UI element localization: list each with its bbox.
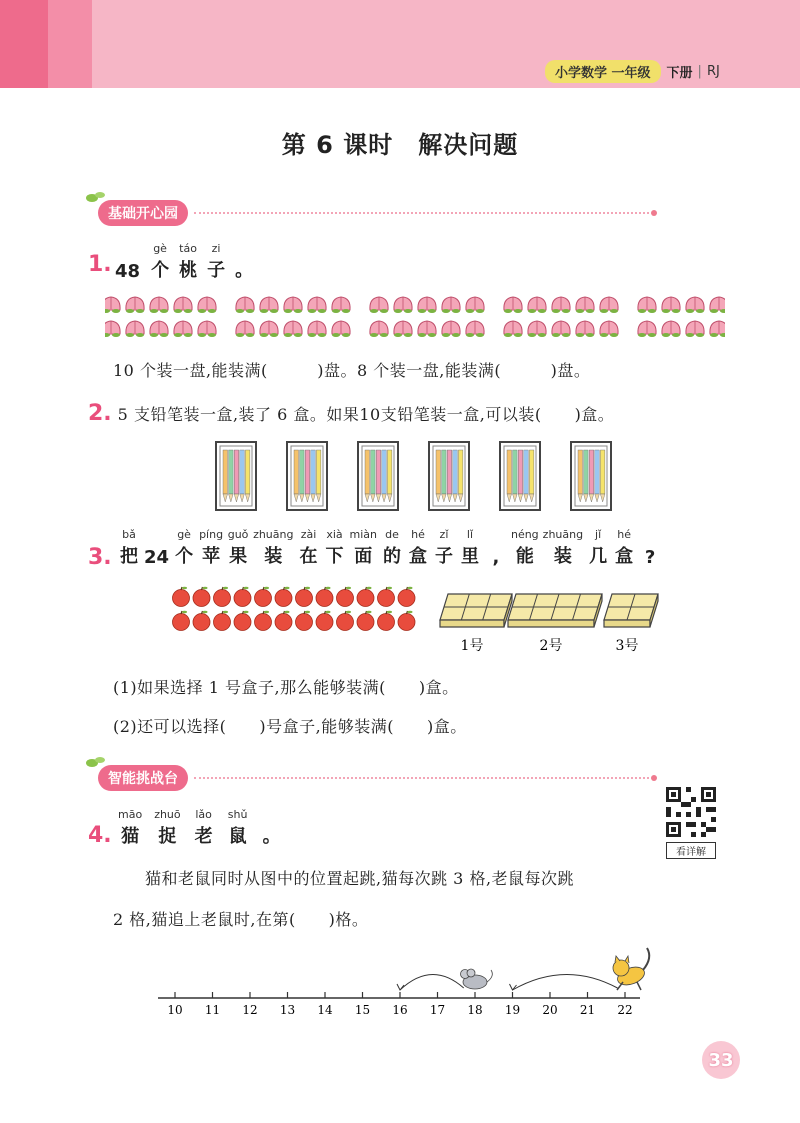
question-number: 2.	[88, 401, 112, 426]
pencil	[223, 450, 228, 502]
peach	[308, 297, 326, 313]
apple	[193, 587, 210, 607]
pencil	[365, 450, 370, 502]
title-char: 个	[151, 260, 170, 281]
peach	[710, 297, 725, 313]
pencil	[442, 450, 447, 502]
cat-jump-arrow	[513, 974, 618, 990]
pencil	[447, 450, 452, 502]
question-number: 1.	[88, 252, 112, 277]
peach	[442, 321, 460, 337]
pinyin-char	[433, 528, 455, 568]
pinyin: zhuāng	[253, 528, 294, 541]
apple	[275, 611, 292, 631]
title-char: 的	[382, 546, 401, 567]
peach	[284, 297, 302, 313]
divider-dot	[651, 210, 657, 216]
pencil-box	[216, 442, 256, 510]
pinyin-char	[234, 242, 254, 282]
pencil	[300, 450, 305, 502]
pinyin-char	[459, 528, 481, 568]
peach	[662, 321, 680, 337]
question-4-title	[118, 808, 287, 848]
pinyin-char	[485, 533, 507, 568]
pencil	[240, 450, 245, 502]
pencil	[371, 450, 376, 502]
pinyin-char	[199, 528, 223, 568]
pinyin-char	[154, 808, 180, 848]
pencil	[316, 450, 321, 502]
question-1-answer-line: 10 个装一盘,能装满( )盘。8 个装一盘,能装满( )盘。	[113, 361, 591, 380]
tick-label: 14	[317, 1003, 333, 1017]
peach	[284, 321, 302, 337]
peach	[710, 321, 725, 337]
header-separator: |	[697, 63, 702, 79]
pinyin: lǐ	[466, 528, 474, 541]
mouse-jump-arrow	[400, 974, 464, 990]
edition-label: RJ	[706, 63, 720, 79]
pinyin: zi	[211, 242, 221, 255]
peach	[105, 297, 120, 313]
pencil	[458, 450, 463, 502]
pinyin-char	[349, 528, 376, 568]
apple	[316, 587, 333, 607]
pinyin-char	[227, 528, 249, 568]
pencil	[245, 450, 250, 502]
box-label: 3号	[615, 638, 639, 654]
title-char: 个	[175, 546, 194, 567]
cat-icon	[613, 948, 649, 990]
pencil	[589, 450, 594, 502]
tick-label: 17	[429, 1003, 446, 1017]
leaf-icon	[86, 190, 106, 204]
title-number: 48	[115, 261, 141, 282]
question-number: 4.	[88, 823, 112, 848]
packing-box	[604, 594, 658, 654]
pinyin: píng	[199, 528, 224, 541]
qr-code-block[interactable]	[666, 787, 718, 859]
section-banner-challenge	[98, 765, 657, 791]
peach	[442, 297, 460, 313]
header-label	[545, 60, 720, 82]
title-char: 子	[207, 260, 226, 281]
pinyin: bǎ	[122, 528, 136, 541]
apple	[378, 611, 395, 631]
question-3-sub-1: (1)如果选择 1 号盒子,那么能够装满( )盒。	[113, 678, 459, 697]
peach	[662, 297, 680, 313]
subject-badge: 小学数学 一年级	[545, 60, 661, 83]
question-3-title	[118, 528, 665, 568]
peach	[308, 321, 326, 337]
page-number: 33	[702, 1041, 740, 1079]
pencil-box	[571, 442, 611, 510]
pencil	[529, 450, 534, 502]
title-char: 几	[589, 546, 608, 567]
title-char: ,	[492, 547, 500, 568]
peach	[260, 297, 278, 313]
peach	[174, 321, 192, 337]
title-char: 24	[144, 547, 170, 568]
peach	[105, 321, 120, 337]
peach	[370, 297, 388, 313]
title-char: 在	[299, 546, 318, 567]
title-char: 子	[434, 546, 453, 567]
title-char: 能	[515, 546, 534, 567]
apple	[214, 611, 231, 631]
title-char: 苹	[202, 546, 221, 567]
apple	[234, 587, 251, 607]
tick-label: 10	[167, 1003, 183, 1017]
arrow-head	[510, 984, 517, 990]
pinyin: xià	[326, 528, 343, 541]
pinyin: guǒ	[227, 528, 249, 541]
dotted-divider	[194, 777, 649, 779]
peach	[466, 321, 484, 337]
pinyin-char	[297, 528, 319, 568]
pinyin: zǐ	[439, 528, 449, 541]
pencil	[578, 450, 583, 502]
peach	[466, 297, 484, 313]
peach	[638, 297, 656, 313]
pinyin: māo	[118, 808, 143, 821]
tick-label: 11	[204, 1003, 221, 1017]
question-2	[88, 401, 614, 426]
view-solution-label[interactable]: 看详解	[666, 842, 716, 859]
pencil-boxes-illustration	[215, 440, 615, 515]
peach	[126, 321, 144, 337]
peach	[418, 297, 436, 313]
question-3-sub-2: (2)还可以选择( )号盒子,能够装满( )盒。	[113, 717, 467, 736]
pencil	[453, 450, 458, 502]
peach	[260, 321, 278, 337]
dotted-divider	[194, 212, 649, 214]
pinyin-char	[178, 242, 198, 282]
question-1-title	[115, 242, 254, 282]
peach	[638, 321, 656, 337]
volume-label: 下册	[666, 65, 693, 81]
peach	[600, 297, 618, 313]
tick-label: 21	[579, 1003, 596, 1017]
tick-label: 22	[617, 1003, 633, 1017]
apples-illustration	[170, 585, 430, 635]
peach	[332, 297, 350, 313]
apple	[357, 611, 374, 631]
pinyin: gè	[177, 528, 191, 541]
qr-code-icon[interactable]	[666, 787, 716, 837]
tick-label: 12	[242, 1003, 258, 1017]
apple	[378, 587, 395, 607]
question-4-line-1: 猫和老鼠同时从图中的位置起跳,猫每次跳 3 格,老鼠每次跳	[145, 869, 575, 888]
pinyin-char	[511, 528, 539, 568]
peach	[150, 321, 168, 337]
pinyin-char	[323, 528, 345, 568]
apple	[255, 587, 272, 607]
section-title: 基础开心园	[98, 200, 188, 226]
pinyin: zhuāng	[542, 528, 584, 541]
apple	[296, 611, 313, 631]
pencil	[294, 450, 299, 502]
boxes-illustration	[436, 588, 666, 658]
pinyin-char	[118, 528, 140, 568]
pinyin: lǎo	[195, 808, 212, 821]
number-line	[150, 940, 670, 1025]
header-stripe	[0, 0, 48, 88]
peach	[600, 321, 618, 337]
pencil	[382, 450, 387, 502]
section-title: 智能挑战台	[98, 765, 188, 791]
peach	[576, 297, 594, 313]
peach	[332, 321, 350, 337]
pencil	[376, 450, 381, 502]
title-char: 下	[325, 546, 344, 567]
pinyin-char	[381, 528, 403, 568]
pinyin: hé	[411, 528, 425, 541]
peach	[174, 297, 192, 313]
question-2-text: 5 支铅笔装一盒,装了 6 盒。如果10支铅笔装一盒,可以装( )盒。	[117, 405, 615, 424]
pinyin-char	[407, 528, 429, 568]
pinyin: táo	[179, 242, 197, 255]
title-char: 猫	[121, 826, 140, 847]
title-char: 把	[120, 546, 138, 567]
question-4-line-2: 2 格,猫追上老鼠时,在第( )格。	[113, 910, 369, 929]
question-3	[88, 545, 112, 570]
pencil	[513, 450, 518, 502]
tick-label: 15	[354, 1003, 371, 1017]
pencil-box	[429, 442, 469, 510]
pencil	[507, 450, 512, 502]
pencil	[229, 450, 234, 502]
apple	[357, 587, 374, 607]
pinyin-char	[206, 242, 226, 282]
pinyin-char	[261, 808, 283, 848]
title-char: 装	[553, 546, 572, 567]
apple	[214, 587, 231, 607]
pinyin: miàn	[349, 528, 377, 541]
title-char: 老	[194, 826, 213, 847]
title-char: 桃	[179, 260, 198, 281]
pinyin-char	[543, 528, 583, 568]
title-char: 。	[262, 826, 281, 847]
peach	[552, 297, 570, 313]
peach	[394, 297, 412, 313]
leaf-icon	[86, 755, 106, 769]
title-char: 果	[229, 546, 248, 567]
title-char: 。	[235, 260, 254, 281]
pinyin-char	[193, 808, 215, 848]
pencil	[234, 450, 239, 502]
tick-label: 16	[392, 1003, 408, 1017]
packing-box	[508, 594, 602, 654]
peach	[686, 321, 704, 337]
arrow-head	[397, 984, 404, 990]
peach	[236, 321, 254, 337]
pinyin: shǔ	[227, 808, 248, 821]
pinyin: jǐ	[595, 528, 602, 541]
pencil	[311, 450, 316, 502]
divider-dot	[651, 775, 657, 781]
question-number: 3.	[88, 545, 112, 570]
apple	[398, 587, 415, 607]
peach	[150, 297, 168, 313]
peach	[198, 321, 216, 337]
pinyin-char	[613, 528, 635, 568]
title-char: 面	[354, 546, 373, 567]
pinyin: de	[385, 528, 399, 541]
pencil	[518, 450, 523, 502]
packing-box	[440, 594, 512, 654]
peach	[126, 297, 144, 313]
peach	[528, 321, 546, 337]
peach	[394, 321, 412, 337]
peach	[686, 297, 704, 313]
apple	[296, 587, 313, 607]
peach	[198, 297, 216, 313]
box-label: 2号	[539, 638, 563, 654]
apple	[173, 611, 190, 631]
pinyin: zhuō	[154, 808, 181, 821]
peach	[528, 297, 546, 313]
peach	[576, 321, 594, 337]
pinyin-char	[253, 528, 293, 568]
pencil	[600, 450, 605, 502]
pinyin: zài	[300, 528, 317, 541]
pinyin-char	[587, 528, 609, 568]
pencil	[595, 450, 600, 502]
mouse-icon	[461, 969, 493, 989]
pinyin-char	[227, 808, 249, 848]
peach	[236, 297, 254, 313]
pencil-box	[500, 442, 540, 510]
box-label: 1号	[460, 638, 484, 654]
pinyin-char	[144, 533, 169, 568]
apple	[275, 587, 292, 607]
pinyin-char	[150, 242, 170, 282]
title-char: 盒	[408, 546, 427, 567]
pinyin-char	[639, 533, 661, 568]
title-char: 捉	[158, 826, 177, 847]
title-char: 装	[264, 546, 283, 567]
apple	[337, 587, 354, 607]
title-char: 盒	[615, 546, 634, 567]
pinyin-char	[118, 808, 142, 848]
apple	[255, 611, 272, 631]
pencil	[436, 450, 441, 502]
pinyin: néng	[510, 528, 539, 541]
apple	[234, 611, 251, 631]
tick-label: 18	[467, 1003, 483, 1017]
title-char: 里	[460, 546, 479, 567]
peach	[504, 297, 522, 313]
tick-label: 20	[542, 1003, 558, 1017]
peach-illustration	[105, 292, 725, 342]
peach	[552, 321, 570, 337]
question-1	[88, 252, 112, 277]
page-title: 第 6 课时 解决问题	[281, 131, 519, 159]
section-banner-basic	[98, 200, 657, 226]
pencil	[387, 450, 392, 502]
tick-label: 19	[504, 1003, 521, 1017]
pencil-box	[287, 442, 327, 510]
title-char: 鼠	[228, 826, 247, 847]
apple	[193, 611, 210, 631]
pencil	[524, 450, 529, 502]
peach	[418, 321, 436, 337]
tick-label: 13	[279, 1003, 296, 1017]
pencil-box	[358, 442, 398, 510]
peach	[504, 321, 522, 337]
pencil	[584, 450, 589, 502]
apple	[173, 587, 190, 607]
pinyin-char	[173, 528, 195, 568]
pinyin: hé	[617, 528, 631, 541]
title-char: ?	[644, 547, 656, 568]
apple	[316, 611, 333, 631]
apple	[398, 611, 415, 631]
pencil	[305, 450, 310, 502]
question-4	[88, 823, 112, 848]
header-stripe	[48, 0, 92, 88]
peach	[370, 321, 388, 337]
pinyin: gè	[153, 242, 167, 255]
apple	[337, 611, 354, 631]
